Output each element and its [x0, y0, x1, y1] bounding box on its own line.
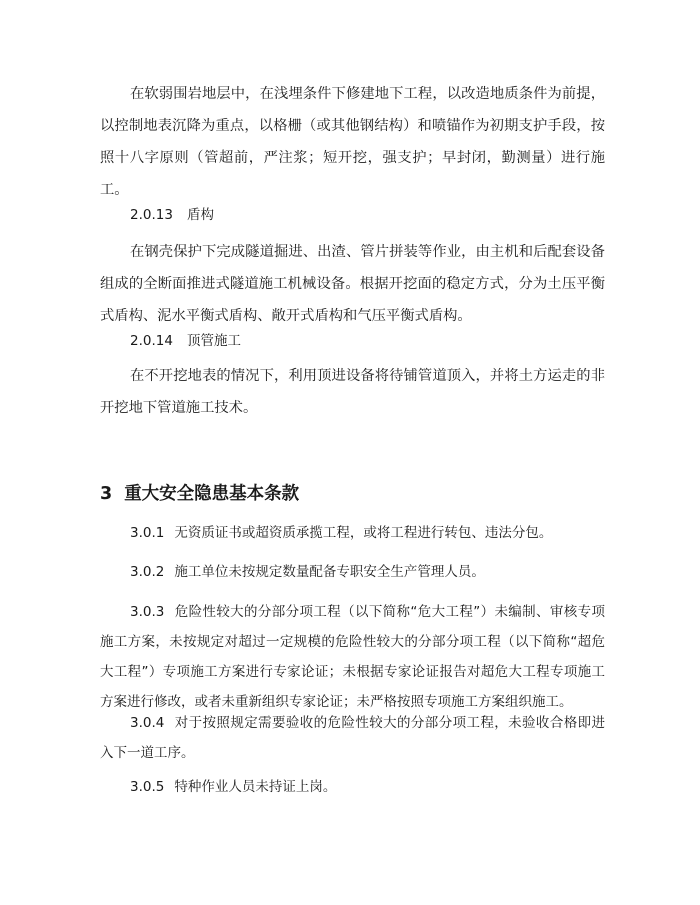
paragraph-shield-tunneling: 在钢壳保护下完成隧道掘进、出渣、管片拼装等作业，由主机和后配套设备组成的全断面推进式隧道施工机械设备。根据开挖面的稳定方式，分为土压平衡式盾构、泥水平衡式盾构、敞开式盾构和气压平衡式盾构。: [100, 244, 605, 324]
item-text: 危险性较大的分部分项工程（以下简称“危大工程”）未编制、审核专项施工方案，未按规定对超过一定规模的危险性较大的分部分项工程（以下简称“超危大工程”）专项施工方案进行专家论证；未根据专家论证报告对超危大工程专项施工方案进行修改，或者未重新组织专家论证；未严格按照专项施工方案组织施工。: [100, 604, 605, 710]
clause-number: 2.0.14: [130, 333, 173, 349]
item-number: 3.0.5: [130, 779, 165, 795]
item-3-0-1: [100, 518, 605, 548]
item-number: 3.0.3: [130, 604, 165, 620]
paragraph-underground-excavation: 在软弱围岩地层中，在浅埋条件下修建地下工程，以改造地质条件为前提，以控制地表沉降为重点，以格栅（或其他钢结构）和喷锚作为初期支护手段，按照十八字原则（管超前，严注浆；短开挖，强支护；早封闭，勤测量）进行施工。: [100, 86, 605, 198]
item-text: 无资质证书或超资质承揽工程，或将工程进行转包、违法分包。: [174, 525, 553, 541]
clause-number: 2.0.13: [130, 207, 173, 223]
clause-2-0-14: [130, 331, 241, 351]
paragraph-pipe-jacking: 在不开挖地表的情况下，利用顶进设备将待铺管道顶入，并将土方运走的非开挖地下管道施工技术。: [100, 368, 605, 416]
item-3-0-3: [100, 597, 605, 717]
clause-2-0-13: [130, 205, 214, 225]
item-3-0-2: [100, 557, 605, 587]
item-3-0-4: [100, 708, 605, 768]
item-number: 3.0.1: [130, 525, 165, 541]
item-text: 施工单位未按规定数量配备专职安全生产管理人员。: [174, 564, 485, 580]
item-text: 对于按照规定需要验收的危险性较大的分部分项工程，未验收合格即进入下一道工序。: [100, 715, 605, 761]
item-3-0-5: [100, 772, 605, 802]
item-number: 3.0.4: [130, 715, 165, 731]
section-number: 3: [100, 484, 113, 504]
clause-title: 顶管施工: [186, 333, 241, 349]
clause-title: 盾构: [186, 207, 214, 223]
item-text: 特种作业人员未持证上岗。: [174, 779, 337, 795]
item-number: 3.0.2: [130, 564, 165, 580]
section-title: 重大安全隐患基本条款: [124, 484, 300, 504]
section-heading: [100, 482, 299, 506]
